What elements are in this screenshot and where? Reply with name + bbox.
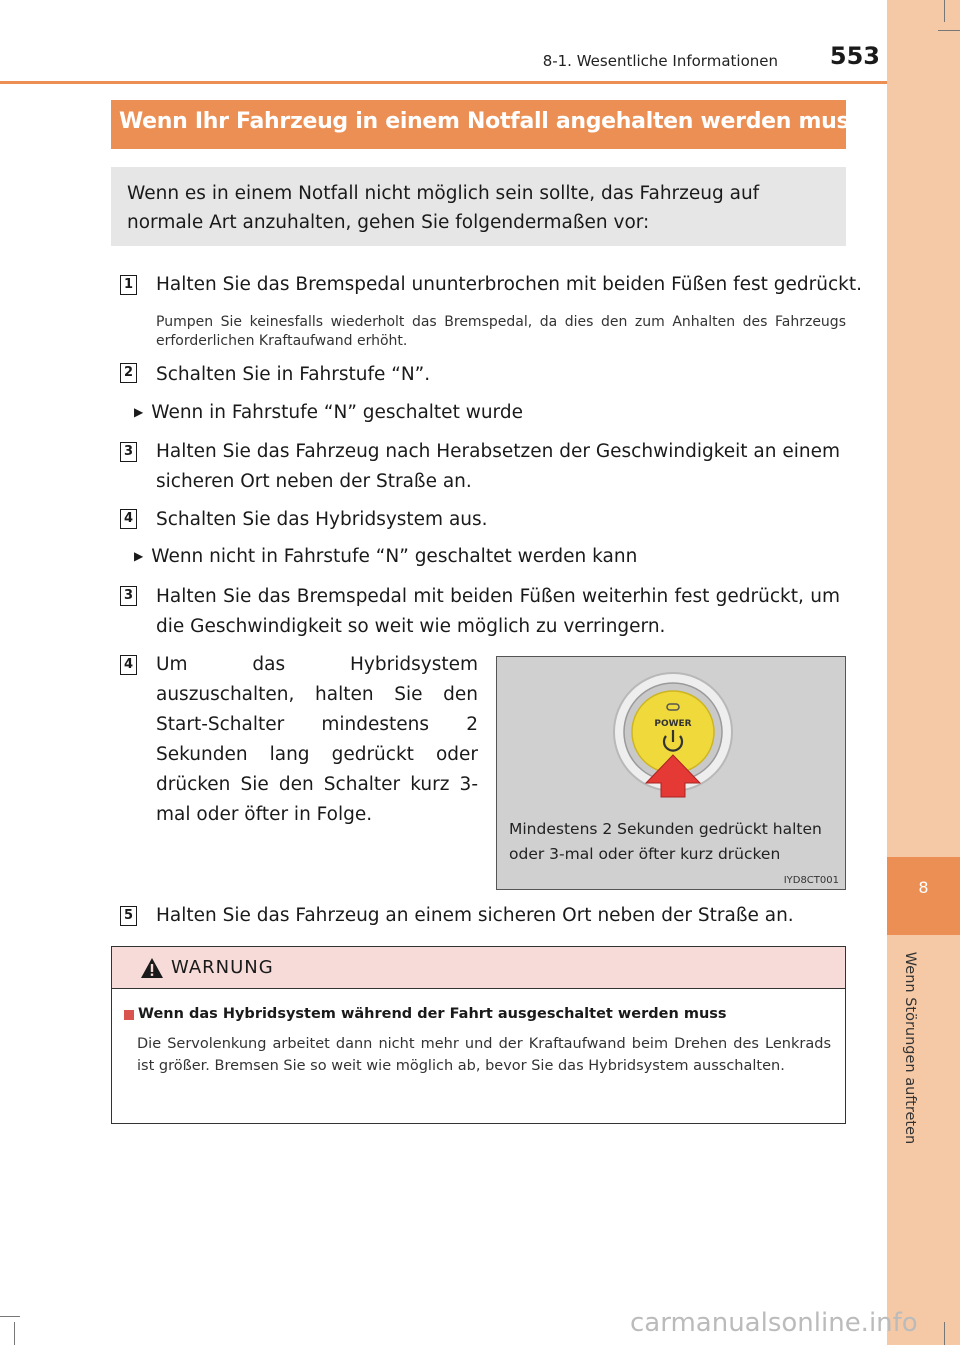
crop-mark [944, 0, 945, 22]
warning-triangle-icon [140, 957, 164, 979]
step-number: 4 [120, 509, 137, 529]
step-number: 5 [120, 906, 137, 926]
subheading-not-in-n [134, 546, 637, 567]
power-button-illustration [496, 656, 846, 890]
step-text: Halten Sie das Fahrzeug nach Herabsetzen der Geschwindigkeit an einem sicheren Ort neben der Straße an. [156, 441, 841, 492]
step-text: Halten Sie das Bremspedal mit beiden Füßen weiterhin fest gedrückt, um die Geschwindigkeit so weit wie möglich zu verringern. [156, 586, 840, 637]
triangle-bullet-icon: ▶ [134, 405, 144, 419]
intro-text: Wenn es in einem Notfall nicht möglich sein sollte, das Fahrzeug auf normale Art anzuhalten, gehen Sie folgendermaßen vor: [127, 183, 760, 233]
step-number: 3 [120, 586, 137, 606]
step-number: 3 [120, 442, 137, 462]
warning-title: WARNUNG [171, 957, 274, 978]
illustration-code: IYD8CT001 [783, 875, 839, 886]
crop-mark [938, 30, 960, 31]
step-number: 2 [120, 363, 137, 383]
chapter-label: Wenn Störungen auftreten [902, 951, 918, 1145]
step-text: Halten Sie das Fahrzeug an einem sicheren Ort neben der Straße an. [156, 905, 794, 926]
subheading-text: Wenn nicht in Fahrstufe “N” geschaltet werden kann [151, 546, 638, 567]
warning-subtitle: Wenn das Hybridsystem während der Fahrt ausgeschaltet werden muss [138, 1006, 727, 1022]
side-tab-strip [887, 0, 960, 1345]
power-button-label: POWER [654, 719, 692, 729]
page-number: 553 [829, 42, 880, 70]
caption-line: oder 3-mal oder öfter kurz drücken [509, 845, 781, 863]
crop-mark [14, 1322, 15, 1345]
step-note: Pumpen Sie keinesfalls wiederholt das Bremspedal, da dies den zum Anhalten des Fahrzeugs erforderlichen Kraftaufwand erhöht. [156, 314, 846, 349]
warning-body: Die Servolenkung arbeitet dann nicht mehr und der Kraftaufwand beim Drehen des Lenkrads ist größer. Bremsen Sie so weit wie möglich ab, bevor Sie das Hybridsystem ausschalten. [137, 1036, 831, 1074]
step-number: 4 [120, 655, 137, 675]
crop-mark [944, 1322, 945, 1345]
header-rule [0, 81, 887, 84]
crop-mark [0, 1316, 20, 1317]
subheading-text: Wenn in Fahrstufe “N” geschaltet wurde [151, 402, 523, 423]
warning-box [111, 946, 846, 1124]
section-title: Wenn Ihr Fahrzeug in einem Notfall angehalten werden muss [119, 109, 863, 134]
power-button-icon [497, 657, 845, 817]
watermark: carmanualsonline.info [630, 1308, 918, 1338]
step-text: Halten Sie das Bremspedal ununterbrochen mit beiden Füßen fest gedrückt. [156, 274, 862, 295]
section-title-bar [111, 100, 863, 149]
step-number: 1 [120, 275, 137, 295]
intro-box [111, 167, 846, 246]
warning-header [112, 947, 845, 989]
step-text: Schalten Sie in Fahrstufe “N”. [156, 364, 431, 385]
header-section-title: 8-1. Wesentliche Informationen [542, 52, 778, 70]
step-text: Schalten Sie das Hybridsystem aus. [156, 509, 488, 530]
chapter-number: 8 [918, 878, 929, 897]
step-text: Um das Hybridsystem auszuschalten, halten Sie den Start-Schalter mindestens 2 Sekunden lang gedrückt oder drücken Sie den Schalter kurz 3-mal oder öfter in Folge. [156, 654, 478, 825]
triangle-bullet-icon: ▶ [134, 549, 144, 563]
illustration-caption [509, 817, 822, 867]
caption-line: Mindestens 2 Sekunden gedrückt halten [509, 820, 822, 838]
square-bullet-icon [124, 1010, 134, 1020]
subheading-in-n [134, 402, 523, 423]
